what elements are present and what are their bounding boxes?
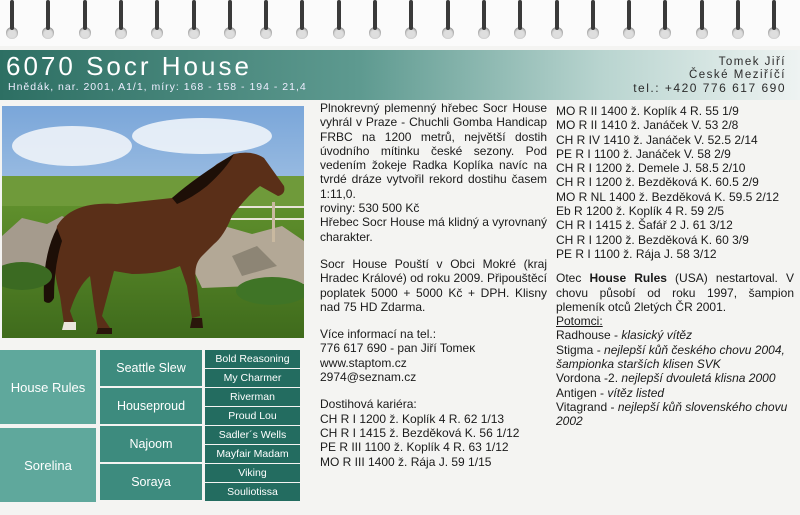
description-paragraph: Plnokrevný plemenný hřebec Socr House vyhrál v Praze - Chuchli Gomba Handicap FRBC na 1200 metrů, největší dostih úvodního mítinku české sezony. Pod vedením žokeje Radka Koplíka navíc na tvrdé dráze vytvořil rekord dostihu časem 1:11,0. (320, 101, 547, 201)
contact-block (320, 327, 547, 384)
sire-text: (USA) nestartoval. V chovu působí od roku 1997, šampion plemeník otců 2letých ČR 2001. (556, 271, 794, 314)
owner-town: České Meziříčí (688, 69, 786, 81)
offspring-note: nejlepší kůň českého chovu 2004, šampionka starších klisen SVK (556, 342, 785, 372)
description-column (320, 101, 547, 469)
binding-ring (369, 0, 381, 40)
race-result: CH R I 1415 ž. Šafář 2 J. 61 3/12 (556, 218, 733, 233)
race-earnings: roviny: 530 500 Kč (320, 201, 420, 216)
contact-website[interactable]: www.staptom.cz (320, 355, 407, 370)
pedigree-great-grandparent: Viking (205, 464, 300, 482)
binding-ring (6, 0, 18, 40)
spiral-binding (0, 0, 800, 46)
horse-illustration (2, 106, 304, 338)
offspring-separator: - (610, 328, 622, 343)
offspring-note: nejlepší dvouletá klisna 2000 (621, 371, 776, 386)
sire-name: House Rules (589, 271, 667, 286)
pedigree-sire: House Rules (0, 350, 96, 424)
offspring-name: Radhouse (556, 328, 611, 343)
pedigree-dam: Sorelina (0, 428, 96, 502)
binding-ring (768, 0, 780, 40)
binding-ring (732, 0, 744, 40)
offspring-name: Stigma (556, 342, 594, 357)
binding-ring (623, 0, 635, 40)
offspring-separator: -2. (600, 371, 622, 386)
contact-email[interactable]: 2974@seznam.cz (320, 370, 417, 385)
binding-ring (696, 0, 708, 40)
race-result: CH R IV 1410 ž. Janáček V. 52.5 2/14 (556, 132, 758, 147)
horse-subtitle: Hnědák, nar. 2001, A1/1, míry: 168 - 158 - 194 - 21,4 (8, 81, 307, 93)
page-title: 6070 Socr House (6, 51, 252, 81)
race-result: MO R II 1400 ž. Koplík 4 R. 55 1/9 (556, 104, 739, 118)
binding-ring (551, 0, 563, 40)
owner-name: Tomek Jiří (718, 56, 786, 68)
offspring-separator: - (607, 399, 618, 414)
sire-info (556, 271, 794, 314)
career-entry: MO R III 1400 ž. Rája J. 59 1/15 (320, 454, 492, 469)
pedigree-grandparent: Seattle Slew (100, 350, 202, 386)
pedigree-great-grandparent: Proud Lou (205, 407, 300, 425)
offspring-note: vítěz listed (607, 385, 665, 400)
pedigree-grandparent: Houseproud (100, 388, 202, 424)
offspring-list (556, 328, 794, 428)
offspring-note: klasický vítěz (621, 328, 693, 343)
binding-ring (478, 0, 490, 40)
race-results-list (556, 104, 794, 261)
contact-label: Více informací na tel.: (320, 327, 437, 342)
binding-ring (79, 0, 91, 40)
binding-ring (333, 0, 345, 40)
career-list (320, 412, 547, 469)
race-result: MO R NL 1400 ž. Bezděková K. 59.5 2/12 (556, 189, 780, 204)
contact-phone: 776 617 690 - pan Jiří Tomeĸ (320, 341, 476, 356)
offspring-separator: - (593, 342, 605, 357)
character-text: Hřebec Socr House má klidný a vyrovnaný charakter. (320, 215, 547, 244)
race-result: CH R I 1200 ž. Bezděková K. 60.5 2/9 (556, 175, 759, 190)
breeding-info: Socr House Pouští v Obci Mokré (kraj Hradec Králové) od roku 2009. Připouštěcí poplatek 5000 + 5000 Kč + DPH. Klisny nad 75 HD Zdarma. (320, 256, 547, 314)
binding-ring (405, 0, 417, 40)
race-result: PE R I 1100 ž. Janáček V. 58 2/9 (556, 146, 731, 161)
race-result: CH R I 1200 ž. Bezděková K. 60 3/9 (556, 232, 749, 247)
binding-ring (42, 0, 54, 40)
binding-ring (514, 0, 526, 40)
offspring-item (556, 400, 794, 429)
offspring-name: Antigen (556, 385, 597, 400)
offspring-item (556, 343, 794, 372)
pedigree-great-grandparent: Sadler´s Wells (205, 426, 300, 444)
pedigree-great-grandparent: Souliotissa (205, 483, 300, 501)
offspring-item (556, 328, 794, 342)
race-result: Eb R 1200 ž. Koplík 4 R. 59 2/5 (556, 204, 725, 219)
offspring-label: Potomci: (556, 314, 603, 329)
pedigree-great-grandparent: Mayfair Madam (205, 445, 300, 463)
pedigree-great-grandparent: My Charmer (205, 369, 300, 387)
pedigree-grandparent: Soraya (100, 464, 202, 500)
binding-ring (115, 0, 127, 40)
pedigree-grandparent: Najoom (100, 426, 202, 462)
pedigree-table (0, 350, 300, 502)
offspring-separator: - (596, 385, 608, 400)
binding-ring (260, 0, 272, 40)
offspring-name: Vitagrand (556, 399, 608, 414)
binding-ring (587, 0, 599, 40)
binding-ring (296, 0, 308, 40)
owner-phone: tel.: +420 776 617 690 (633, 81, 786, 95)
race-result: CH R I 1200 ž. Demele J. 58.5 2/10 (556, 161, 746, 176)
sire-prefix: Otec (556, 271, 590, 286)
career-label: Dostihová kariéra: (320, 397, 417, 412)
offspring-item (556, 386, 794, 400)
race-result: MO R II 1410 ž. Janáček V. 53 2/8 (556, 118, 739, 133)
binding-ring (151, 0, 163, 40)
career-block (320, 397, 547, 468)
career-entry: CH R I 1415 ž. Bezděková K. 56 1/12 (320, 425, 520, 440)
offspring-note: nejlepší kůň slovenského chovu 2002 (556, 399, 788, 429)
results-column (556, 104, 794, 429)
pedigree-great-grandparent: Riverman (205, 388, 300, 406)
horse-photo (2, 106, 304, 338)
race-result: PE R I 1100 ž. Rája J. 58 3/12 (556, 246, 717, 261)
offspring-item (556, 371, 794, 385)
binding-ring (224, 0, 236, 40)
career-entry: PE R III 1100 ž. Koplík 4 R. 63 1/12 (320, 440, 509, 455)
pedigree-great-grandparent: Bold Reasoning (205, 350, 300, 368)
binding-ring (442, 0, 454, 40)
binding-ring (659, 0, 671, 40)
owner-block (633, 56, 786, 95)
binding-ring (188, 0, 200, 40)
offspring-name: Vordona (556, 371, 601, 386)
career-entry: CH R I 1200 ž. Koplík 4 R. 62 1/13 (320, 411, 505, 426)
